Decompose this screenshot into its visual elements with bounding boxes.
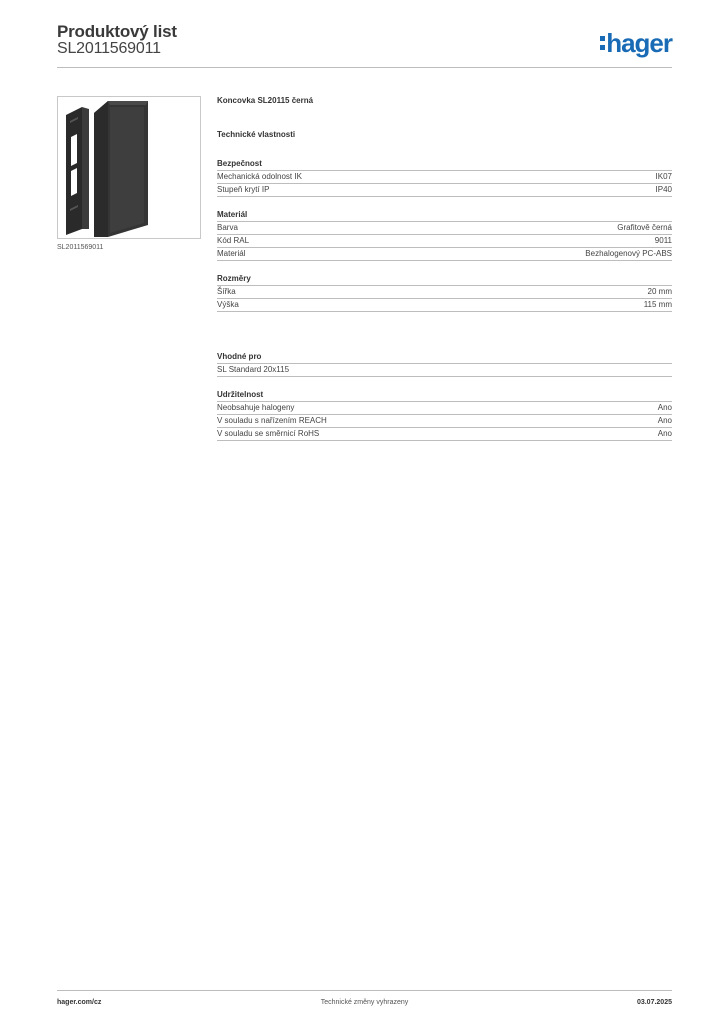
- page-footer: [57, 990, 672, 1014]
- spec-value: Ano: [657, 429, 672, 438]
- spec-key: SL Standard 20x115: [217, 365, 290, 374]
- spec-key: V souladu se směrnicí RoHS: [217, 429, 320, 438]
- spec-value: Bezhalogenový PC-ABS: [585, 249, 672, 258]
- spec-value: IP40: [655, 185, 672, 194]
- website-link[interactable]: hager.com/cz: [57, 999, 102, 1006]
- group-title: Materiál: [217, 208, 672, 222]
- product-name: Koncovka SL20115 černá: [217, 96, 314, 105]
- spec-key: Barva: [217, 223, 238, 232]
- spec-value: IK07: [655, 172, 672, 181]
- footer-notice: Technické změny vyhrazeny: [320, 999, 409, 1006]
- spec-key: V souladu s nařízením REACH: [217, 416, 327, 425]
- group-title: Bezpečnost: [217, 157, 672, 171]
- group-safety: [217, 157, 672, 197]
- spec-row: [217, 415, 672, 428]
- spec-key: Kód RAL: [217, 236, 250, 245]
- product-code: SL2011569011: [57, 40, 161, 57]
- spec-value: Ano: [657, 403, 672, 412]
- spec-row: [217, 299, 672, 312]
- spec-row: [217, 364, 672, 377]
- footer-date: 03.07.2025: [636, 999, 672, 1006]
- spec-row: [217, 235, 672, 248]
- spec-key: Neobsahuje halogeny: [217, 403, 295, 412]
- group-title: Udržitelnost: [217, 388, 672, 402]
- spec-key: Šířka: [217, 287, 236, 296]
- spec-value: 9011: [654, 236, 672, 245]
- group-dimensions: [217, 272, 672, 312]
- spec-value: Ano: [657, 416, 672, 425]
- group-title: Vhodné pro: [217, 350, 672, 364]
- image-caption: SL2011569011: [57, 244, 104, 251]
- group-title: Rozměry: [217, 272, 672, 286]
- spec-row: [217, 222, 672, 235]
- group-material: [217, 208, 672, 261]
- logo-colon-icon: [600, 36, 605, 50]
- spec-value: 115 mm: [643, 300, 672, 309]
- page-header: [57, 20, 672, 68]
- spec-key: Výška: [217, 300, 239, 309]
- cable-trunking-end-cap-icon: [58, 97, 200, 238]
- spec-row: [217, 184, 672, 197]
- group-suitable-for: [217, 350, 672, 377]
- spec-row: [217, 171, 672, 184]
- specifications: [217, 96, 672, 441]
- product-image: [57, 96, 201, 239]
- page-title: Produktový list: [57, 22, 177, 41]
- spec-value: 20 mm: [647, 287, 672, 296]
- spec-value: Grafitově černá: [617, 223, 672, 232]
- hager-logo: [600, 29, 672, 57]
- spec-key: Mechanická odolnost IK: [217, 172, 302, 181]
- section-title: Technické vlastnosti: [217, 130, 296, 139]
- logo-text: hager: [606, 28, 672, 58]
- spec-row: [217, 286, 672, 299]
- spec-row: [217, 248, 672, 261]
- spec-key: Stupeň krytí IP: [217, 185, 270, 194]
- spec-row: [217, 428, 672, 441]
- spec-key: Materiál: [217, 249, 246, 258]
- spec-row: [217, 402, 672, 415]
- group-sustainability: [217, 388, 672, 441]
